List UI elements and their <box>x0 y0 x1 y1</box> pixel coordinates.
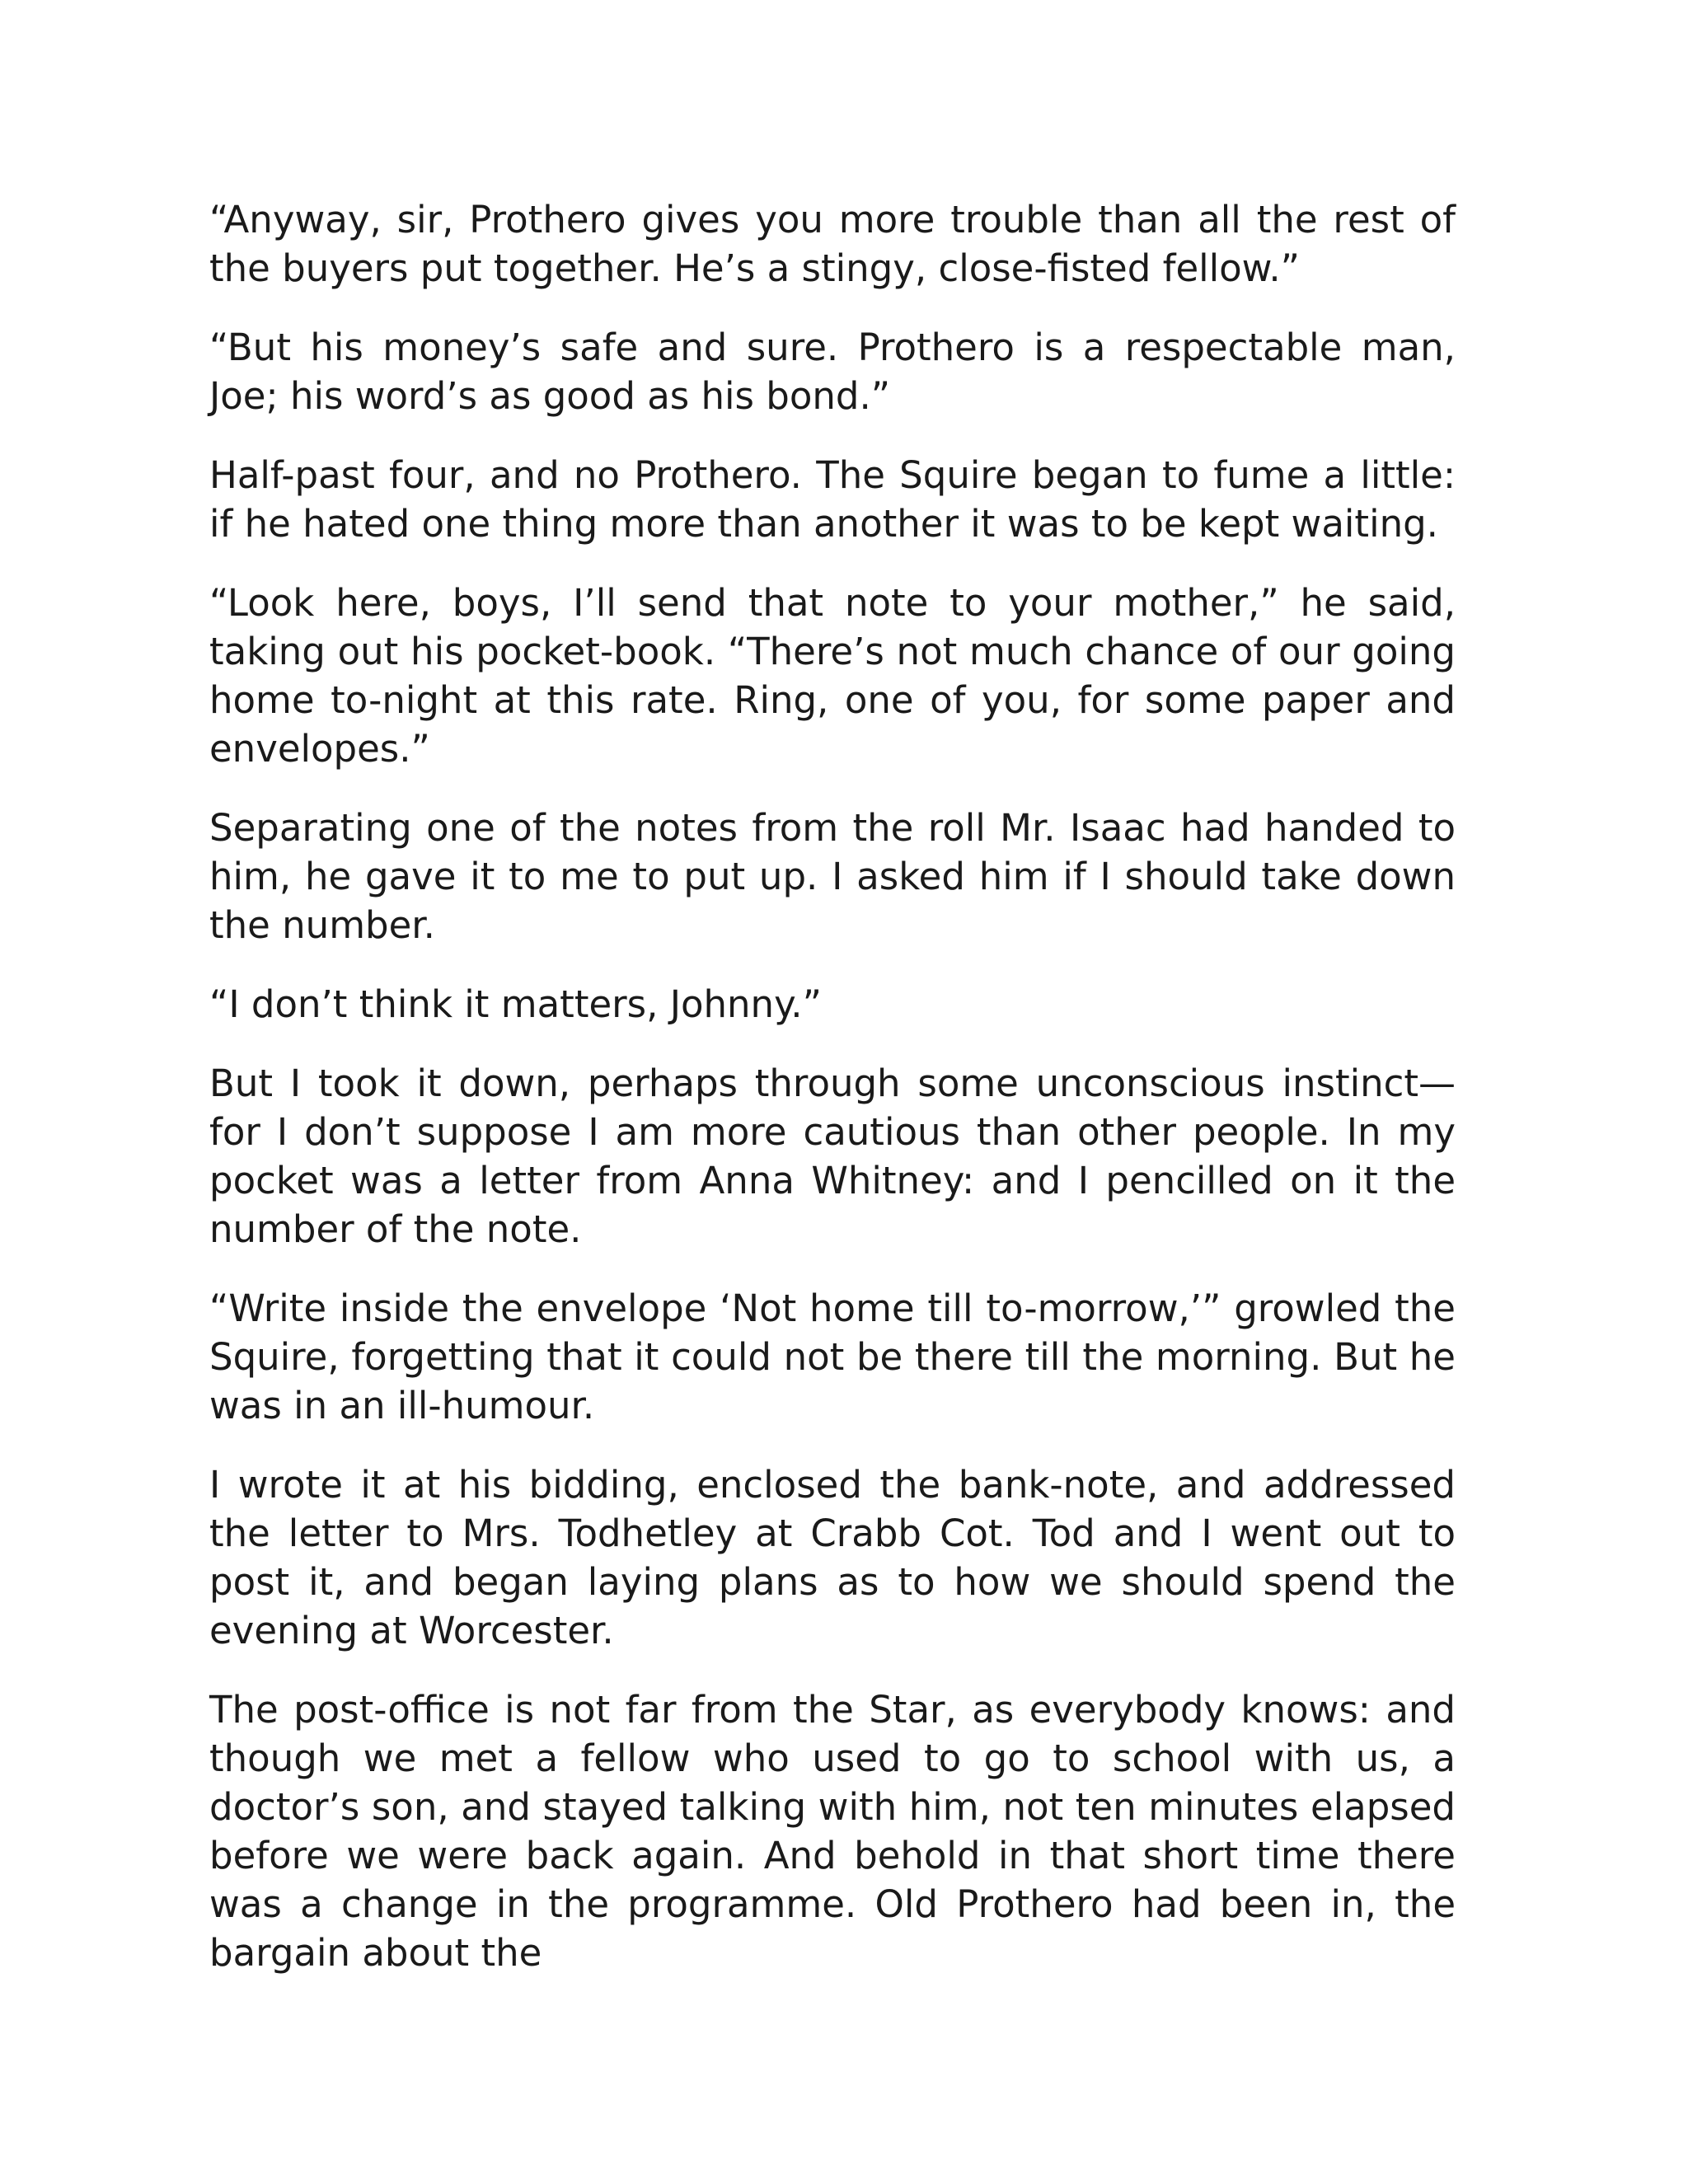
paragraph: But I took it down, perhaps through some unconscious instinct—for I don’t suppose I am more cautious than other people. In my pocket was a letter from Anna Whitney: and I pencilled on it the number of the note. <box>209 1062 1456 1251</box>
paragraph: “Anyway, sir, Prothero gives you more trouble than all the rest of the buyers put together. He’s a stingy, close-fisted fellow.” <box>209 198 1456 290</box>
paragraph: “Write inside the envelope ‘Not home till to-morrow,’” growled the Squire, forgetting that it could not be there till the morning. But he was in an ill-humour. <box>209 1286 1456 1427</box>
paragraph: “Look here, boys, I’ll send that note to your mother,” he said, taking out his pocket-book. “There’s not much chance of our going home to-night at this rate. Ring, one of you, for some paper and envelopes.” <box>209 581 1456 771</box>
paragraph: “I don’t think it matters, Johnny.” <box>209 982 822 1026</box>
paragraph: Separating one of the notes from the roll Mr. Isaac had handed to him, he gave it to me to put up. I asked him if I should take down the number. <box>209 806 1456 947</box>
paragraph: “But his money’s safe and sure. Prothero is a respectable man, Joe; his word’s as good as his bond.” <box>209 326 1456 418</box>
paragraph: Half-past four, and no Prothero. The Squire began to fume a little: if he hated one thing more than another it was to be kept waiting. <box>209 453 1456 546</box>
page-body <box>209 195 1456 1977</box>
paragraph: I wrote it at his bidding, enclosed the bank-note, and addressed the letter to Mrs. Todhetley at Crabb Cot. Tod and I went out to post it, and began laying plans as to how we should spend the evening at Worcester. <box>209 1463 1456 1652</box>
paragraph: The post-office is not far from the Star, as everybody knows: and though we met a fellow who used to go to school with us, a doctor’s son, and stayed talking with him, not ten minutes elapsed before we were back again. And behold in that short time there was a change in the programme. Old Prothero had been in, the bargain about the <box>209 1688 1456 1975</box>
